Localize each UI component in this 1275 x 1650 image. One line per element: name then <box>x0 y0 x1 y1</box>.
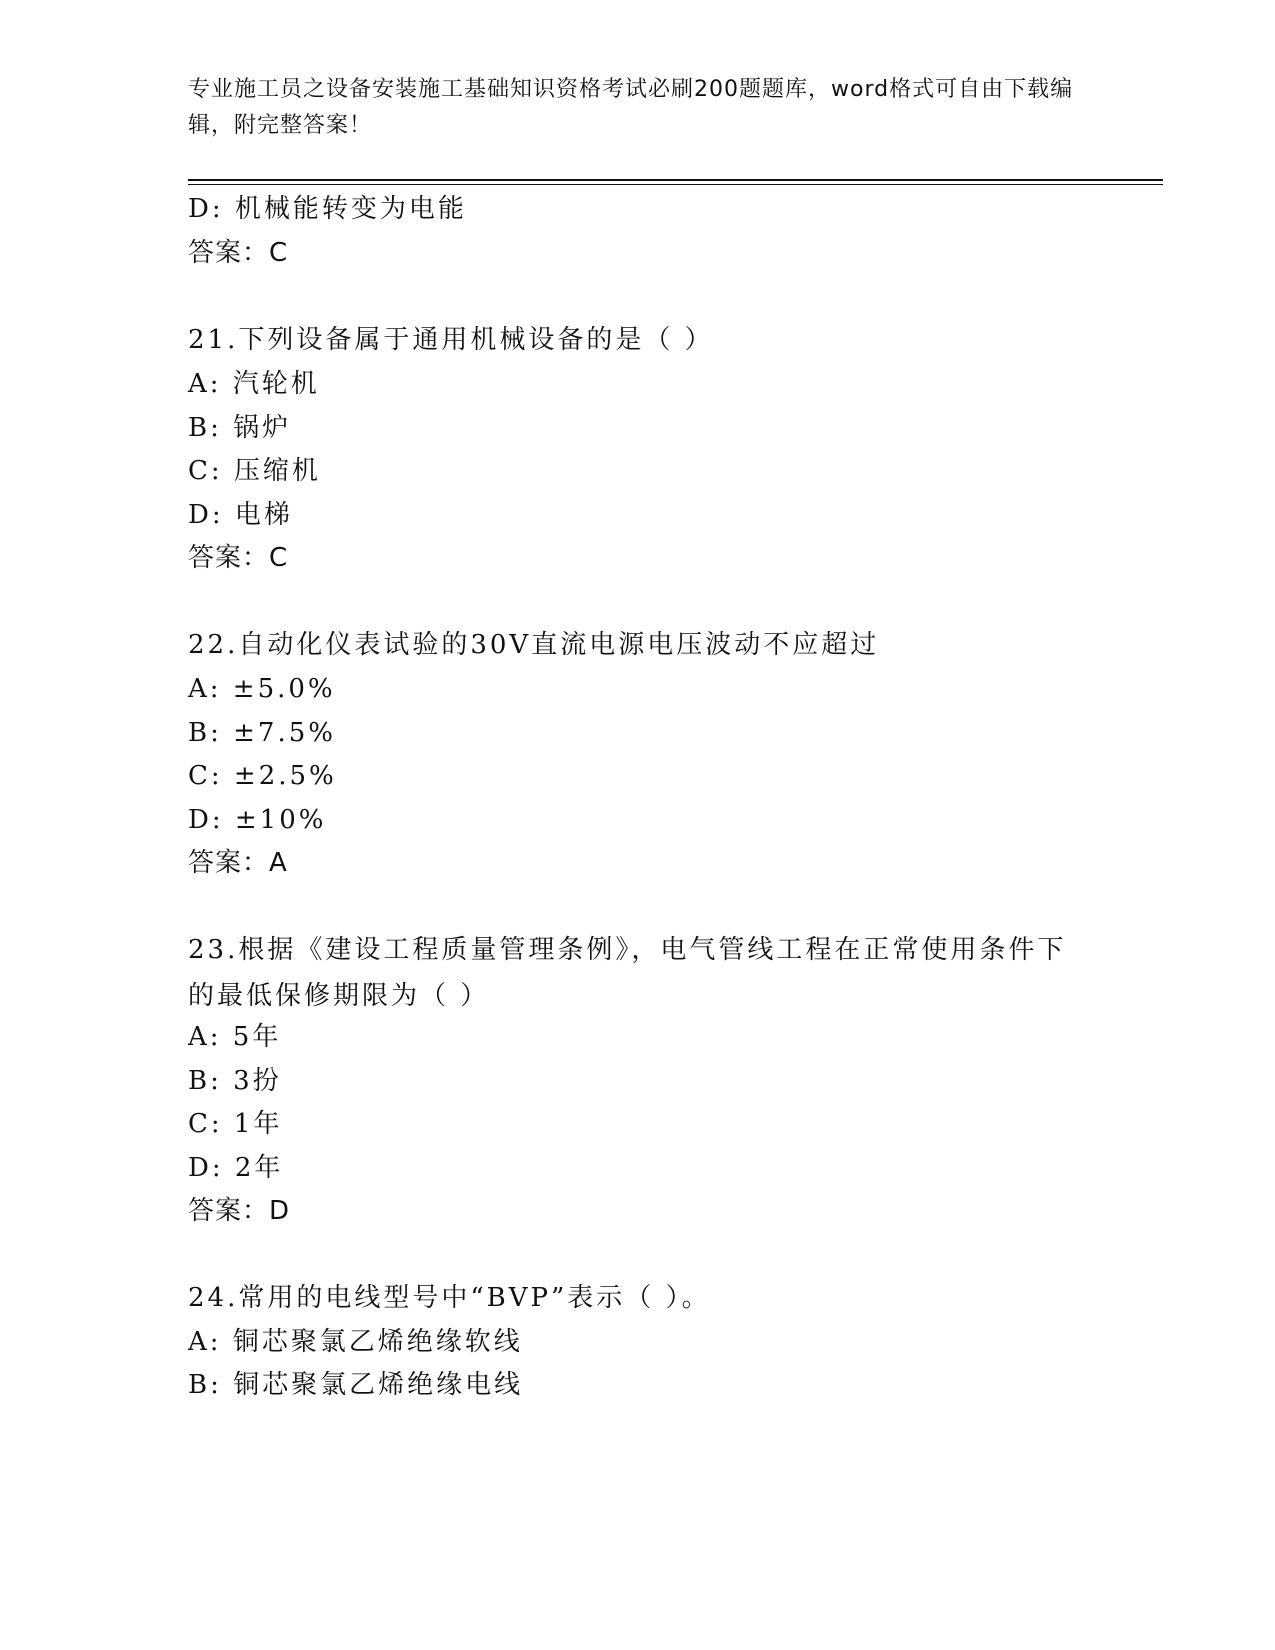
question-23: 23.根据《建设工程质量管理条例》，电气管线工程在正常使用条件下的最低保修期限为（ ） <box>188 935 1067 1011</box>
question-22-option-c: C: ±2.5% <box>188 761 337 791</box>
question-23-option-a: A: 5年 <box>188 1022 282 1052</box>
question-24-option-a: A: 铜芯聚氯乙烯绝缘软线 <box>188 1327 523 1357</box>
question-23-option-c: C: 1年 <box>188 1109 283 1139</box>
question-24-option-b: B: 铜芯聚氯乙烯绝缘电线 <box>188 1370 524 1400</box>
question-22-option-d: D: ±10% <box>188 805 327 835</box>
question-22-option-b: B: ±7.5% <box>188 718 336 748</box>
question-23-option-b: B: 3扮 <box>188 1066 282 1096</box>
question-23-option-d: D: 2年 <box>188 1153 284 1183</box>
header-divider-thin <box>188 184 1163 185</box>
question-21-option-a: A: 汽轮机 <box>188 369 320 399</box>
question-24: 24.常用的电线型号中“BVP”表示（ ）。 <box>188 1283 711 1313</box>
header-divider-thick <box>188 179 1163 181</box>
question-22-option-a: A: ±5.0% <box>188 674 336 704</box>
question-22-answer: 答案：A <box>188 848 288 878</box>
question-23-answer: 答案：D <box>188 1196 291 1226</box>
prev-answer: 答案：C <box>188 238 289 268</box>
document-header: 专业施工员之设备安装施工基础知识资格考试必刷200题题库，word格式可自由下载编辑，附完整答案！ <box>188 77 1074 138</box>
question-21-answer: 答案：C <box>188 543 289 573</box>
question-21-option-c: C: 压缩机 <box>188 456 321 486</box>
prev-option-d: D: 机械能转变为电能 <box>188 194 467 224</box>
question-21: 21.下列设备属于通用机械设备的是（ ） <box>188 325 714 355</box>
question-21-option-b: B: 锅炉 <box>188 413 292 443</box>
question-22: 22.自动化仪表试验的30V直流电源电压波动不应超过 <box>188 630 880 660</box>
question-21-option-d: D: 电梯 <box>188 500 293 530</box>
